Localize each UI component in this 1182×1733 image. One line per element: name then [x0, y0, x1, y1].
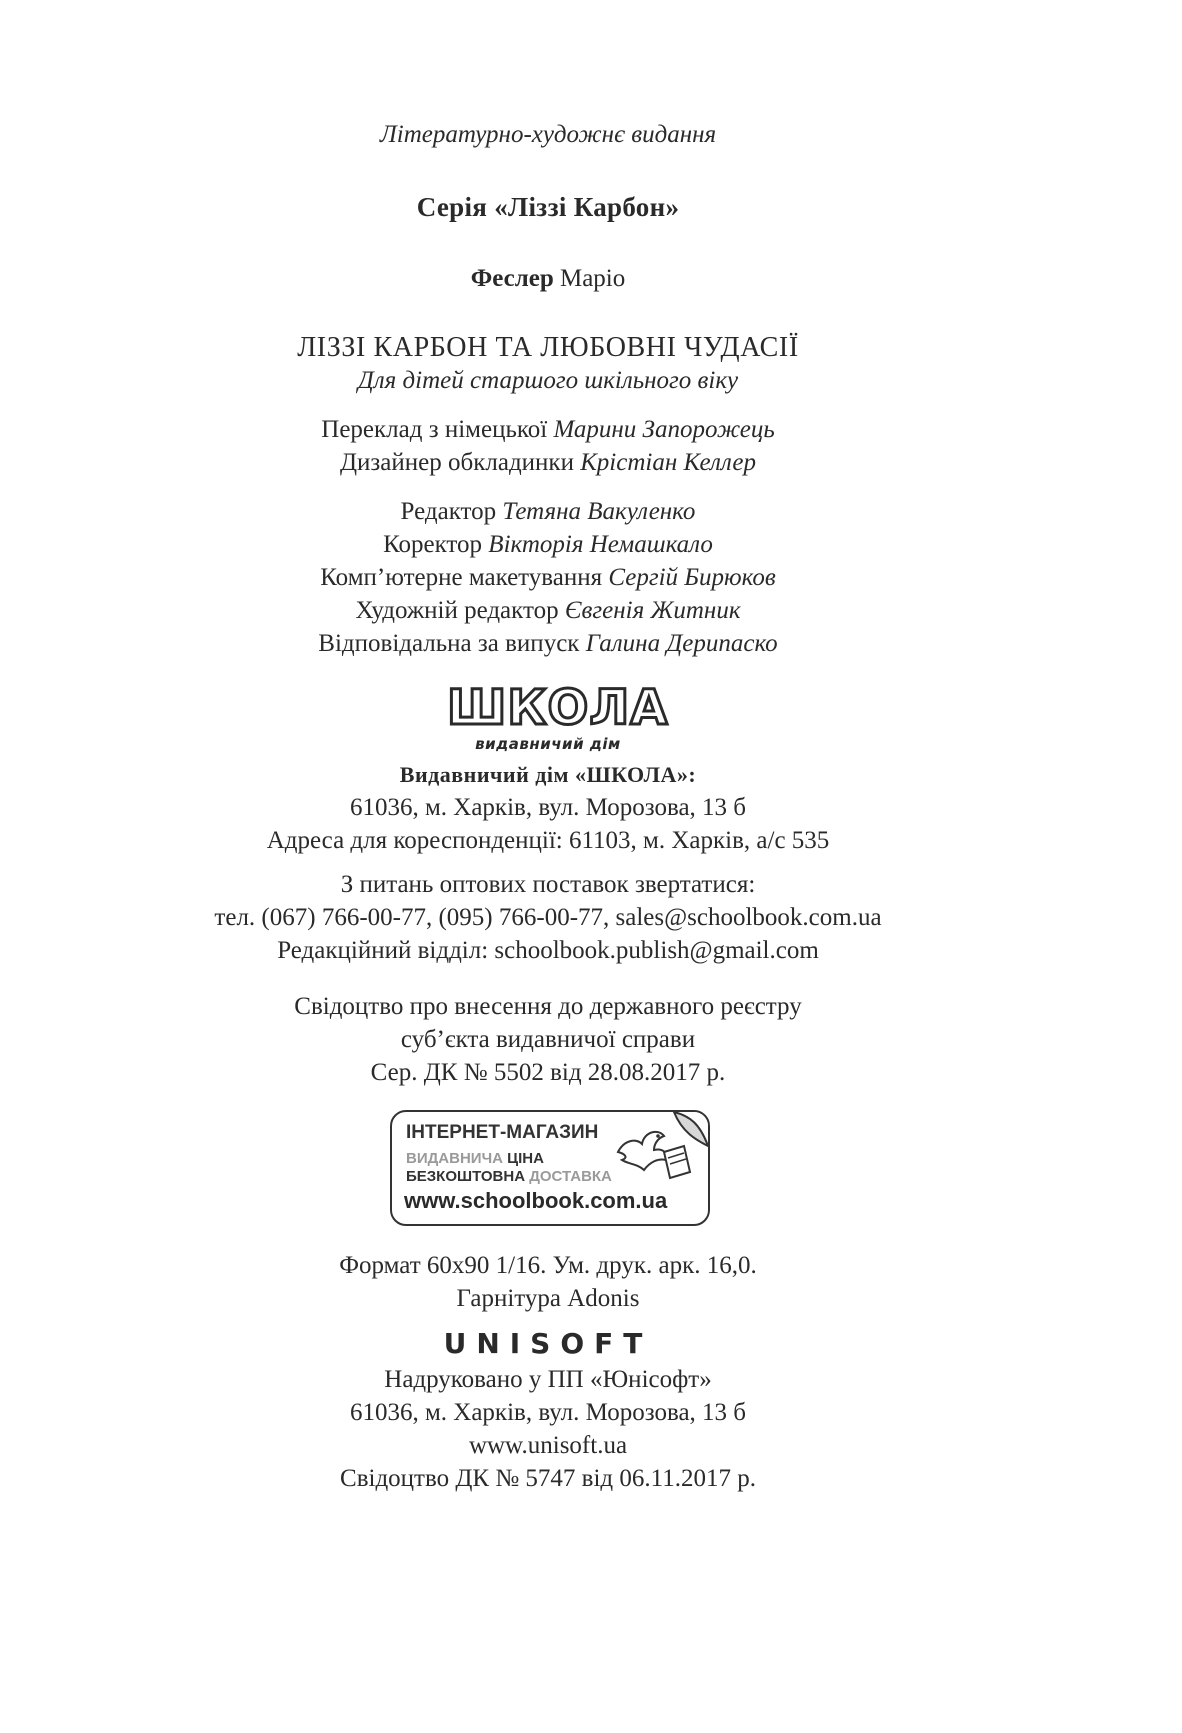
credit-responsible: Відповідальна за випуск Галина Дерипаско: [318, 630, 778, 657]
publisher-correspondence: Адреса для кореспонденції: 61103, м. Харків, а/с 535: [266, 827, 830, 854]
credit-proofreader: Коректор Вікторія Немашкало: [383, 531, 713, 558]
publisher-address: 61036, м. Харків, вул. Морозова, 13 б: [349, 794, 747, 821]
contact-phones: тел. (067) 766-00-77, (095) 766-00-77, sales@schoolbook.com.ua: [214, 904, 882, 931]
author-surname: Феслер: [470, 265, 554, 292]
printer-block: Надруковано у ПП «Юнісофт» 61036, м. Харків, вул. Морозова, 13 б www.unisoft.ua Свідоцтво ДК № 5747 від 06.11.2017 р.: [0, 1363, 1096, 1495]
publisher-logo-word: ШКОЛА: [447, 680, 669, 736]
credit-cover-designer: Дизайнер обкладинки Крістіан Келлер: [340, 449, 756, 476]
wholesale-block: З питань оптових поставок звертатися: тел. (067) 766-00-77, (095) 766-00-77, sales@schoolbook.com.ua Редакційний відділ: schoolbook.publish@gmail.com: [0, 868, 1096, 967]
shop-price: ВИДАВНИЧА ЦІНА: [406, 1150, 544, 1167]
book-title: ЛІЗЗІ КАРБОН ТА ЛЮБОВНІ ЧУДАСІЇ: [297, 332, 799, 363]
shop-url: www.schoolbook.com.ua: [404, 1188, 668, 1213]
audience: Для дітей старшого шкільного віку: [357, 367, 739, 394]
publisher-logo-sub: видавничий дім: [475, 735, 621, 753]
series-title: Серія «Ліззі Карбон»: [416, 192, 680, 222]
registry-block: Свідоцтво про внесення до державного реєстру суб’єкта видавничої справи Сер. ДК № 5502 від 28.08.2017 р.: [294, 993, 802, 1086]
book-title-block: [0, 331, 1096, 397]
internet-shop-badge: [390, 1110, 710, 1226]
page-curl-icon: [670, 1110, 710, 1150]
format-block: Формат 60х90 1/16. Ум. друк. арк. 16,0. Гарнітура Adonis: [339, 1252, 757, 1312]
credits-group-1: [0, 413, 1096, 479]
credit-art-editor: Художній редактор Євгенія Житник: [355, 597, 741, 624]
credits-group-2: [0, 495, 1096, 660]
author-name: Маріо: [559, 265, 626, 292]
publisher-block: [0, 758, 1096, 857]
printer-logo: UNISOFT: [443, 1327, 653, 1360]
author: [0, 262, 1096, 295]
printer-website: www.unisoft.ua: [468, 1432, 628, 1459]
editorial-email: Редакційний відділ: schoolbook.publish@gmail.com: [277, 937, 819, 964]
shop-title: ІНТЕРНЕТ-МАГАЗИН: [406, 1122, 599, 1143]
credit-translator: Переклад з німецької Марини Запорожець: [321, 416, 775, 443]
shop-delivery: БЕЗКОШТОВНА ДОСТАВКА: [406, 1168, 612, 1185]
credit-editor: Редактор Тетяна Вакуленко: [400, 498, 696, 525]
edition-type: Літературно-художнє видання: [379, 121, 717, 148]
publisher-logo: [447, 680, 669, 760]
publisher-name: Видавничий дім «ШКОЛА»:: [399, 762, 697, 787]
credit-layout: Комп’ютерне макетування Сергій Бирюков: [320, 564, 776, 591]
